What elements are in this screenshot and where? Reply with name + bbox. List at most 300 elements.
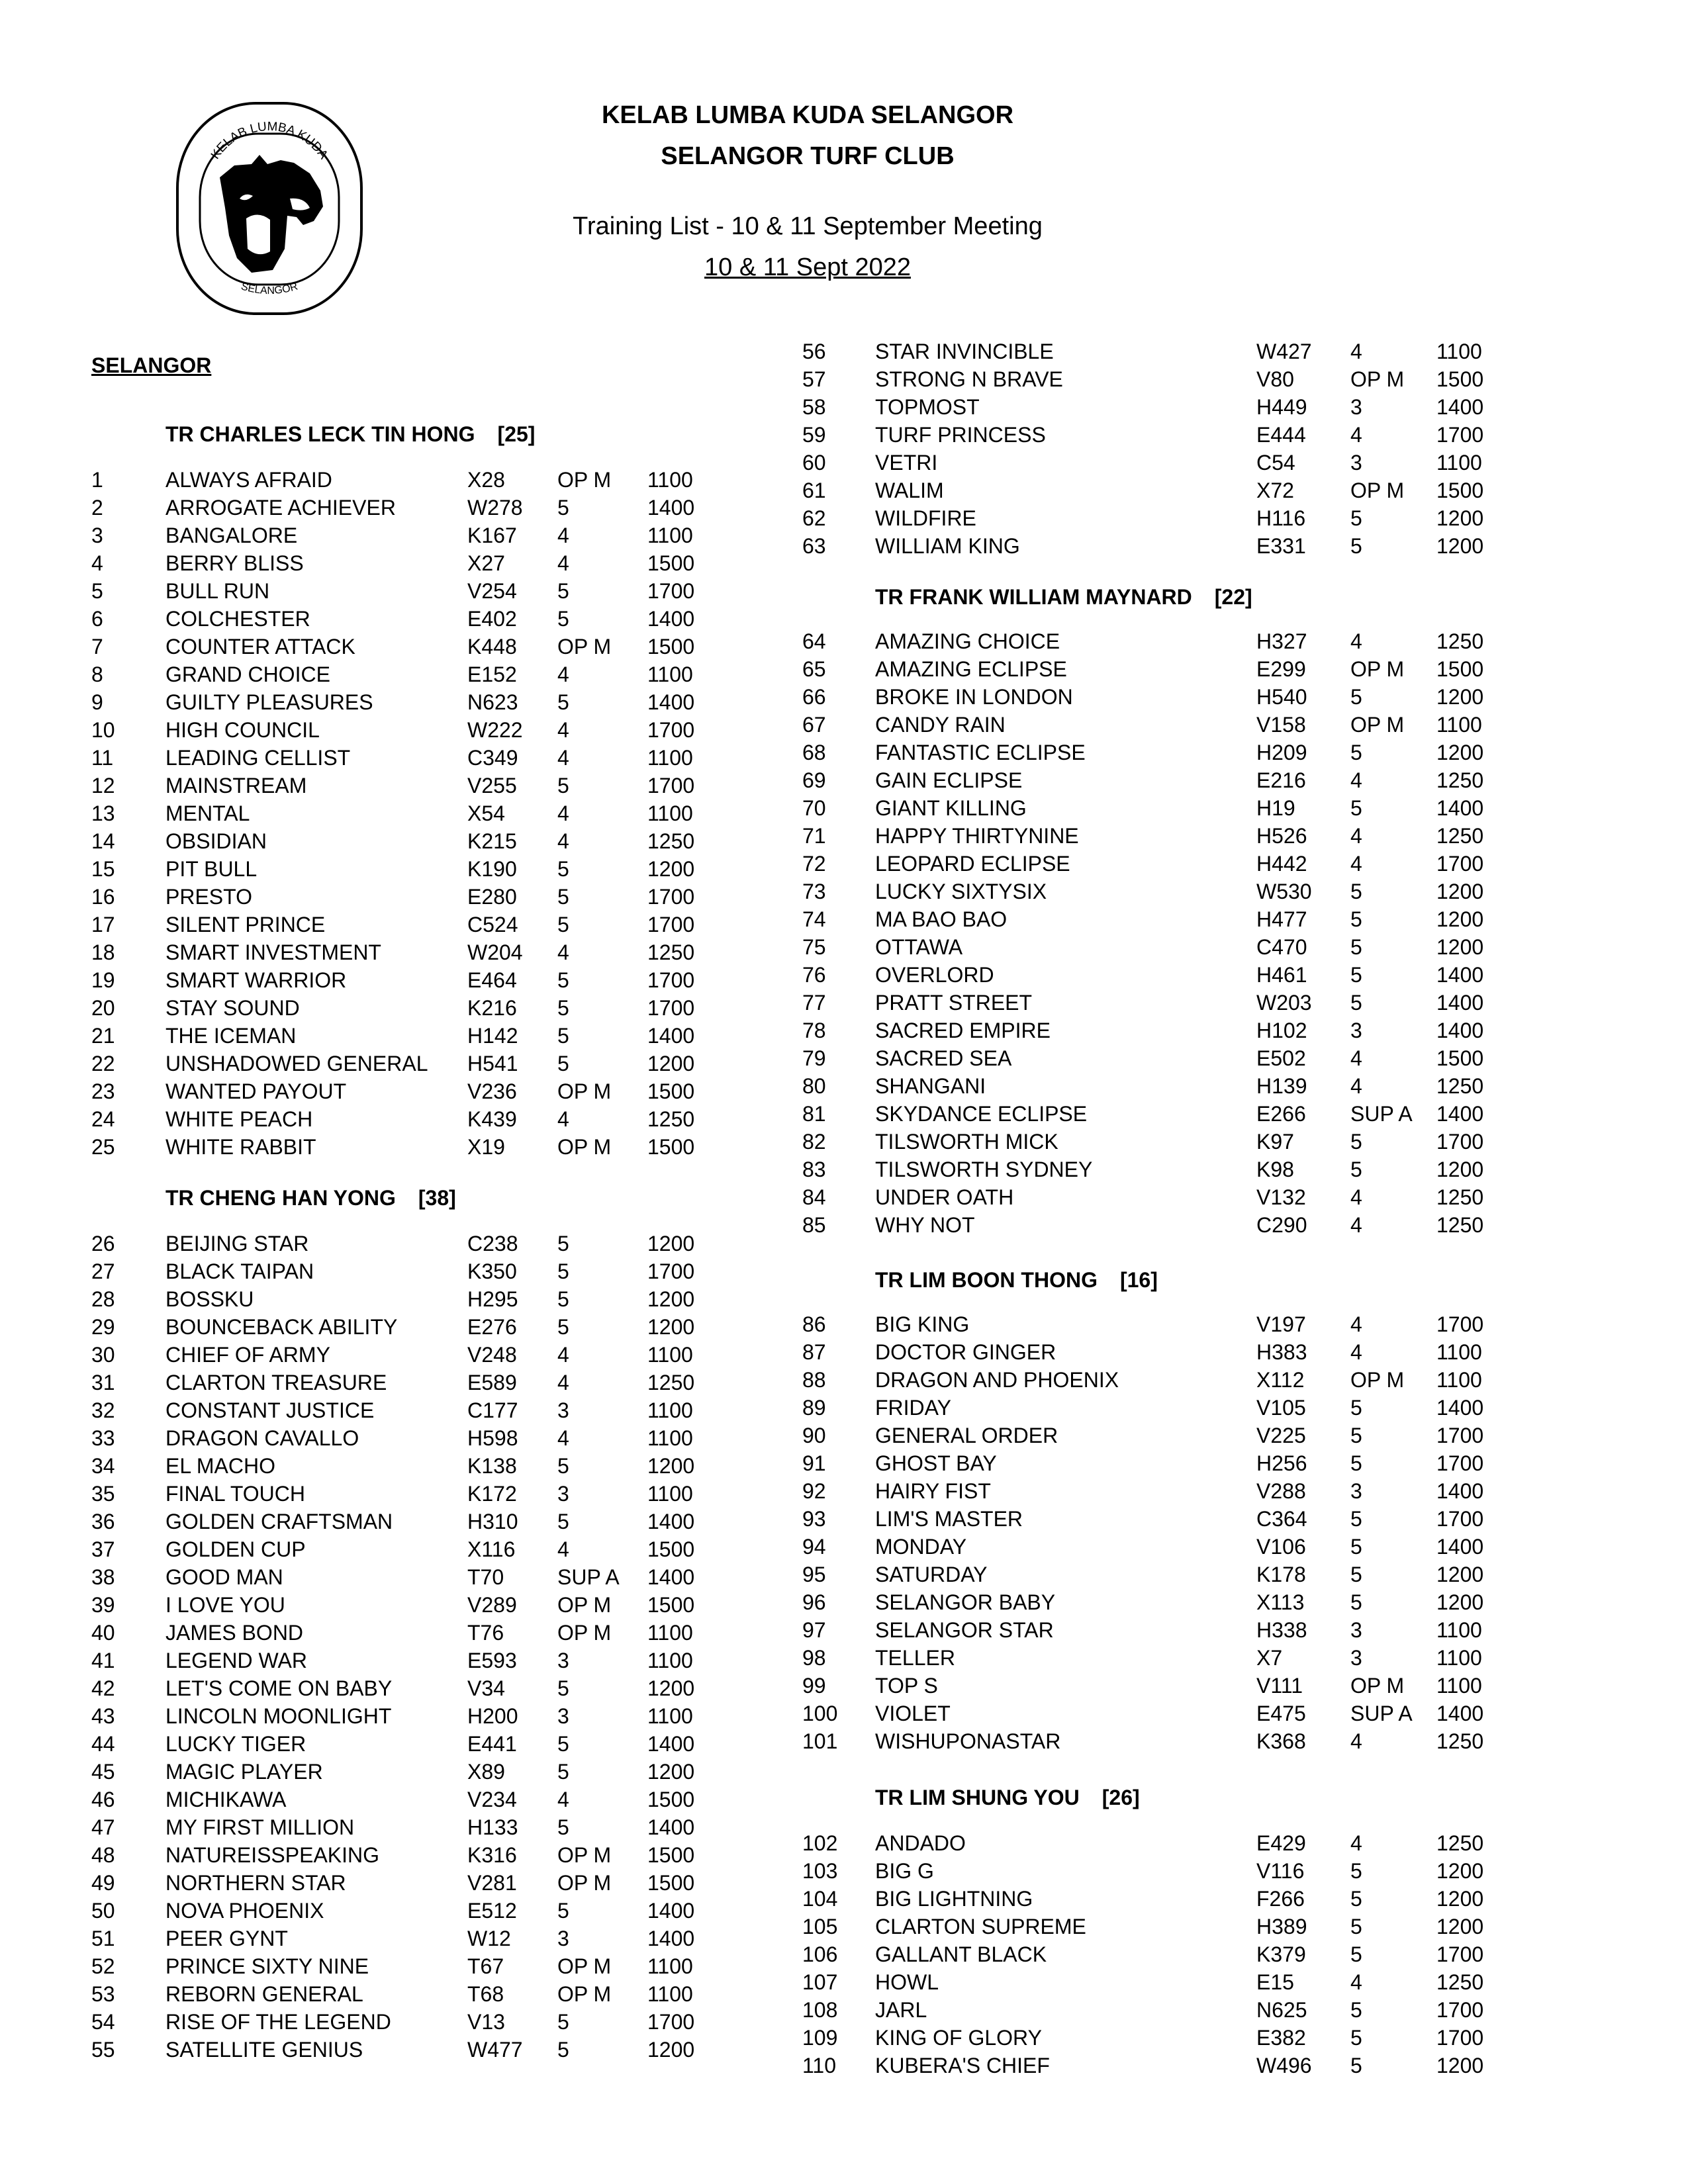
horse-class: 5 — [1350, 1887, 1362, 1911]
horse-name: BERRY BLISS — [165, 551, 304, 575]
distance: 1400 — [647, 1565, 695, 1589]
horse-class: 4 — [1350, 1074, 1362, 1098]
horse-name: GOLDEN CRAFTSMAN — [165, 1510, 393, 1533]
horse-code: V288 — [1256, 1479, 1306, 1503]
horse-name: LEOPARD ECLIPSE — [875, 852, 1070, 876]
horse-name: TOP S — [875, 1674, 938, 1698]
distance: 1100 — [647, 468, 693, 492]
row-number: 40 — [91, 1621, 115, 1645]
horse-class: 4 — [1350, 1046, 1362, 1070]
distance: 1700 — [1436, 1942, 1484, 1966]
horse-name: LIM'S MASTER — [875, 1507, 1023, 1531]
horse-code: H133 — [467, 1815, 518, 1839]
row-number: 49 — [91, 1871, 115, 1895]
horse-name: VIOLET — [875, 1702, 951, 1725]
row-number: 107 — [802, 1970, 838, 1994]
row-number: 63 — [802, 534, 826, 558]
horse-class: 5 — [1350, 1451, 1362, 1475]
horse-name: BEIJING STAR — [165, 1232, 309, 1255]
row-number: 29 — [91, 1315, 115, 1339]
row-number: 5 — [91, 579, 103, 603]
horse-class: 5 — [557, 885, 569, 909]
distance: 1100 — [647, 1954, 693, 1978]
horse-code: K138 — [467, 1454, 517, 1478]
row-number: 52 — [91, 1954, 115, 1978]
row-number: 73 — [802, 880, 826, 903]
horse-class: 4 — [557, 1343, 569, 1367]
distance: 1400 — [1436, 1702, 1484, 1725]
horse-class: 5 — [557, 607, 569, 631]
row-number: 96 — [802, 1590, 826, 1614]
row-number: 33 — [91, 1426, 115, 1450]
horse-name: AMAZING ECLIPSE — [875, 657, 1067, 681]
horse-name: TOPMOST — [875, 395, 980, 419]
horse-name: LUCKY SIXTYSIX — [875, 880, 1047, 903]
distance: 1100 — [1436, 1674, 1482, 1698]
horse-class: 5 — [557, 1232, 569, 1255]
horse-name: GAIN ECLIPSE — [875, 768, 1023, 792]
horse-name: JAMES BOND — [165, 1621, 304, 1645]
horse-code: C290 — [1256, 1213, 1307, 1237]
horse-name: BLACK TAIPAN — [165, 1259, 314, 1283]
horse-code: K172 — [467, 1482, 517, 1506]
horse-code: E512 — [467, 1899, 517, 1923]
horse-class: 4 — [1350, 1312, 1362, 1336]
club-name-ms: KELAB LUMBA KUDA SELANGOR — [601, 101, 1014, 129]
distance: 1200 — [647, 857, 695, 881]
distance: 1400 — [647, 690, 695, 714]
distance: 1250 — [1436, 1831, 1484, 1855]
horse-code: V236 — [467, 1079, 517, 1103]
distance: 1100 — [647, 523, 693, 547]
trainer-count: [16] — [1119, 1268, 1158, 1292]
distance: 1700 — [647, 996, 695, 1020]
row-number: 89 — [802, 1396, 826, 1420]
horse-class: OP M — [1350, 713, 1405, 737]
horse-name: PRESTO — [165, 885, 252, 909]
horse-name: LEADING CELLIST — [165, 746, 351, 770]
horse-code: K190 — [467, 857, 517, 881]
distance: 1700 — [647, 774, 695, 797]
horse-class: 5 — [1350, 1535, 1362, 1559]
row-number: 72 — [802, 852, 826, 876]
horse-class: 5 — [557, 1510, 569, 1533]
distance: 1200 — [1436, 1590, 1484, 1614]
horse-code: H598 — [467, 1426, 518, 1450]
row-number: 39 — [91, 1593, 115, 1617]
horse-class: 4 — [1350, 1729, 1362, 1753]
horse-name: TILSWORTH SYDNEY — [875, 1158, 1093, 1181]
horse-class: 5 — [557, 968, 569, 992]
horse-name: WANTED PAYOUT — [165, 1079, 347, 1103]
horse-class: 5 — [557, 1315, 569, 1339]
horse-class: 5 — [1350, 685, 1362, 709]
distance: 1500 — [647, 1788, 695, 1811]
row-number: 13 — [91, 801, 115, 825]
distance: 1400 — [1436, 991, 1484, 1015]
horse-name: I LOVE YOU — [165, 1593, 285, 1617]
distance: 1250 — [1436, 1729, 1484, 1753]
horse-code: H461 — [1256, 963, 1307, 987]
horse-class: 4 — [1350, 852, 1362, 876]
horse-class: 5 — [1350, 1158, 1362, 1181]
horse-name: ARROGATE ACHIEVER — [165, 496, 396, 520]
row-number: 53 — [91, 1982, 115, 2006]
horse-code: E382 — [1256, 2026, 1306, 2050]
row-number: 83 — [802, 1158, 826, 1181]
horse-class: 4 — [1350, 1213, 1362, 1237]
distance: 1700 — [647, 579, 695, 603]
horse-name: FINAL TOUCH — [165, 1482, 305, 1506]
row-number: 79 — [802, 1046, 826, 1070]
horse-name: PRATT STREET — [875, 991, 1033, 1015]
horse-class: 5 — [557, 996, 569, 1020]
horse-code: V105 — [1256, 1396, 1306, 1420]
row-number: 18 — [91, 940, 115, 964]
horse-class: 4 — [557, 940, 569, 964]
row-number: 31 — [91, 1371, 115, 1394]
horse-name: BOUNCEBACK ABILITY — [165, 1315, 398, 1339]
distance: 1200 — [1436, 907, 1484, 931]
horse-code: V111 — [1256, 1674, 1303, 1698]
horse-name: SELANGOR STAR — [875, 1618, 1054, 1642]
row-number: 28 — [91, 1287, 115, 1311]
row-number: 7 — [91, 635, 103, 659]
distance: 1400 — [647, 1510, 695, 1533]
row-number: 95 — [802, 1563, 826, 1586]
distance: 1400 — [1436, 1019, 1484, 1042]
row-number: 62 — [802, 506, 826, 530]
horse-class: 5 — [557, 857, 569, 881]
distance: 1700 — [647, 2010, 695, 2034]
distance: 1200 — [1436, 534, 1484, 558]
horse-name: COUNTER ATTACK — [165, 635, 355, 659]
horse-name: SHANGANI — [875, 1074, 986, 1098]
horse-code: H142 — [467, 1024, 518, 1048]
distance: 1400 — [1436, 1479, 1484, 1503]
horse-code: N625 — [1256, 1998, 1307, 2022]
horse-code: E280 — [467, 885, 517, 909]
row-number: 81 — [802, 1102, 826, 1126]
distance: 1400 — [647, 1815, 695, 1839]
horse-code: V34 — [467, 1676, 505, 1700]
row-number: 45 — [91, 1760, 115, 1784]
row-number: 19 — [91, 968, 115, 992]
horse-name: TELLER — [875, 1646, 955, 1670]
horse-class: 3 — [1350, 1646, 1362, 1670]
horse-class: 4 — [1350, 768, 1362, 792]
trainer-name: TR CHENG HAN YONG — [165, 1186, 396, 1210]
horse-code: H209 — [1256, 741, 1307, 764]
row-number: 41 — [91, 1649, 115, 1672]
horse-code: C364 — [1256, 1507, 1307, 1531]
horse-code: X72 — [1256, 478, 1294, 502]
row-number: 50 — [91, 1899, 115, 1923]
horse-class: 4 — [557, 1537, 569, 1561]
distance: 1250 — [1436, 629, 1484, 653]
horse-code: V106 — [1256, 1535, 1306, 1559]
horse-name: JARL — [875, 1998, 927, 2022]
horse-name: MONDAY — [875, 1535, 967, 1559]
horse-name: GALLANT BLACK — [875, 1942, 1047, 1966]
horse-class: 4 — [557, 801, 569, 825]
horse-name: EL MACHO — [165, 1454, 275, 1478]
horse-code: W12 — [467, 1927, 511, 1950]
row-number: 74 — [802, 907, 826, 931]
horse-class: OP M — [1350, 1674, 1405, 1698]
horse-class: 4 — [557, 1371, 569, 1394]
distance: 1700 — [647, 718, 695, 742]
horse-name: CLARTON SUPREME — [875, 1915, 1086, 1938]
horse-code: E593 — [467, 1649, 517, 1672]
horse-name: MENTAL — [165, 801, 250, 825]
distance: 1400 — [1436, 1102, 1484, 1126]
row-number: 106 — [802, 1942, 838, 1966]
row-number: 14 — [91, 829, 115, 853]
row-number: 20 — [91, 996, 115, 1020]
section-heading: SELANGOR — [91, 353, 212, 377]
horse-class: 3 — [557, 1482, 569, 1506]
row-number: 57 — [802, 367, 826, 391]
distance: 1400 — [647, 607, 695, 631]
distance: 1200 — [1436, 935, 1484, 959]
horse-code: E402 — [467, 607, 517, 631]
row-number: 11 — [91, 746, 114, 770]
row-number: 61 — [802, 478, 826, 502]
trainer-heading — [165, 1186, 456, 1210]
horse-class: 5 — [557, 496, 569, 520]
horse-class: 4 — [557, 829, 569, 853]
horse-class: 5 — [1350, 935, 1362, 959]
row-number: 64 — [802, 629, 826, 653]
horse-class: 5 — [557, 1899, 569, 1923]
horse-name: HAIRY FIST — [875, 1479, 991, 1503]
distance: 1500 — [647, 551, 695, 575]
horse-name: BIG G — [875, 1859, 934, 1883]
logo-bottom-text: SELANGOR — [240, 281, 299, 297]
trainer-count: [25] — [497, 422, 536, 446]
horse-class: SUP A — [1350, 1702, 1413, 1725]
horse-code: H256 — [1256, 1451, 1307, 1475]
horse-class: OP M — [1350, 1368, 1405, 1392]
horse-code: K439 — [467, 1107, 517, 1131]
horse-code: K215 — [467, 829, 517, 853]
trainer-name: TR LIM SHUNG YOU — [875, 1786, 1080, 1809]
horse-code: H383 — [1256, 1340, 1307, 1364]
distance: 1400 — [1436, 796, 1484, 820]
horse-code: K316 — [467, 1843, 517, 1867]
row-number: 54 — [91, 2010, 115, 2034]
horse-name: OTTAWA — [875, 935, 963, 959]
distance: 1200 — [647, 1052, 695, 1075]
horse-class: 5 — [1350, 1130, 1362, 1154]
horse-code: E216 — [1256, 768, 1306, 792]
distance: 1200 — [1436, 1859, 1484, 1883]
horse-code: V281 — [467, 1871, 517, 1895]
distance: 1200 — [647, 1232, 695, 1255]
horse-code: W204 — [467, 940, 523, 964]
row-number: 35 — [91, 1482, 115, 1506]
horse-code: X116 — [467, 1537, 516, 1561]
horse-class: OP M — [557, 1593, 612, 1617]
horse-name: GHOST BAY — [875, 1451, 997, 1475]
horse-code: E15 — [1256, 1970, 1294, 1994]
distance: 1200 — [647, 1287, 695, 1311]
horse-name: KUBERA'S CHIEF — [875, 2054, 1050, 2077]
row-number: 103 — [802, 1859, 838, 1883]
horse-name: MY FIRST MILLION — [165, 1815, 355, 1839]
horse-code: H442 — [1256, 852, 1307, 876]
horse-name: SMART WARRIOR — [165, 968, 347, 992]
distance: 1700 — [1436, 1998, 1484, 2022]
horse-class: 5 — [1350, 1396, 1362, 1420]
horse-name: OBSIDIAN — [165, 829, 267, 853]
horse-class: 3 — [1350, 451, 1362, 475]
horse-name: BANGALORE — [165, 523, 298, 547]
horse-code: C238 — [467, 1232, 518, 1255]
distance: 1200 — [647, 1760, 695, 1784]
horse-class: OP M — [557, 1135, 612, 1159]
distance: 1700 — [647, 913, 695, 936]
horse-code: H477 — [1256, 907, 1307, 931]
row-number: 75 — [802, 935, 826, 959]
horse-code: E266 — [1256, 1102, 1306, 1126]
horse-class: 5 — [1350, 1915, 1362, 1938]
horse-class: 5 — [557, 1287, 569, 1311]
horse-code: K368 — [1256, 1729, 1306, 1753]
club-name-en: SELANGOR TURF CLUB — [661, 142, 955, 170]
page-subtitle: Training List - 10 & 11 September Meeting — [573, 212, 1043, 240]
distance: 1100 — [647, 1398, 693, 1422]
horse-name: PEER GYNT — [165, 1927, 288, 1950]
horse-name: LUCKY TIGER — [165, 1732, 306, 1756]
horse-class: 4 — [1350, 423, 1362, 447]
horse-code: V158 — [1256, 713, 1306, 737]
row-number: 25 — [91, 1135, 115, 1159]
trainer-name: TR CHARLES LECK TIN HONG — [165, 422, 475, 446]
distance: 1200 — [647, 1315, 695, 1339]
horse-name: WISHUPONASTAR — [875, 1729, 1061, 1753]
distance: 1100 — [1436, 713, 1482, 737]
row-number: 26 — [91, 1232, 115, 1255]
row-number: 30 — [91, 1343, 115, 1367]
row-number: 88 — [802, 1368, 826, 1392]
horse-class: 4 — [1350, 340, 1362, 363]
horse-class: 5 — [1350, 2054, 1362, 2077]
horse-code: C470 — [1256, 935, 1307, 959]
horse-class: 5 — [1350, 2026, 1362, 2050]
horse-class: 5 — [557, 774, 569, 797]
distance: 1500 — [647, 1593, 695, 1617]
row-number: 32 — [91, 1398, 115, 1422]
horse-name: SATELLITE GENIUS — [165, 2038, 363, 2062]
distance: 1700 — [647, 1259, 695, 1283]
horse-name: OVERLORD — [875, 963, 994, 987]
row-number: 68 — [802, 741, 826, 764]
horse-code: K97 — [1256, 1130, 1294, 1154]
distance: 1400 — [647, 1927, 695, 1950]
row-number: 34 — [91, 1454, 115, 1478]
distance: 1200 — [1436, 741, 1484, 764]
horse-class: 4 — [557, 718, 569, 742]
row-number: 16 — [91, 885, 115, 909]
distance: 1100 — [647, 1343, 693, 1367]
horse-code: N623 — [467, 690, 518, 714]
row-number: 38 — [91, 1565, 115, 1589]
row-number: 77 — [802, 991, 826, 1015]
distance: 1100 — [647, 1621, 693, 1645]
distance: 1100 — [1436, 1646, 1482, 1670]
row-number: 27 — [91, 1259, 115, 1283]
horse-code: E464 — [467, 968, 517, 992]
row-number: 80 — [802, 1074, 826, 1098]
horse-name: HIGH COUNCIL — [165, 718, 320, 742]
horse-name: BIG LIGHTNING — [875, 1887, 1033, 1911]
trainer-name: TR FRANK WILLIAM MAYNARD — [875, 585, 1192, 609]
distance: 1200 — [1436, 2054, 1484, 2077]
horse-name: SATURDAY — [875, 1563, 988, 1586]
horse-class: 4 — [1350, 1340, 1362, 1364]
horse-name: NATUREISSPEAKING — [165, 1843, 380, 1867]
horse-class: 5 — [557, 1732, 569, 1756]
distance: 1100 — [647, 1426, 693, 1450]
row-number: 24 — [91, 1107, 115, 1131]
distance: 1250 — [1436, 1185, 1484, 1209]
row-number: 70 — [802, 796, 826, 820]
horse-name: GENERAL ORDER — [875, 1424, 1058, 1447]
horse-name: CANDY RAIN — [875, 713, 1006, 737]
horse-class: OP M — [557, 1079, 612, 1103]
horse-name: AMAZING CHOICE — [875, 629, 1060, 653]
horse-name: UNSHADOWED GENERAL — [165, 1052, 428, 1075]
row-number: 91 — [802, 1451, 826, 1475]
row-number: 10 — [91, 718, 115, 742]
horse-code: E502 — [1256, 1046, 1306, 1070]
horse-name: SELANGOR BABY — [875, 1590, 1056, 1614]
row-number: 12 — [91, 774, 115, 797]
horse-code: K98 — [1256, 1158, 1294, 1181]
distance: 1200 — [647, 2038, 695, 2062]
distance: 1400 — [647, 1899, 695, 1923]
distance: 1400 — [1436, 963, 1484, 987]
horse-code: W477 — [467, 2038, 523, 2062]
horse-name: TILSWORTH MICK — [875, 1130, 1058, 1154]
horse-name: UNDER OATH — [875, 1185, 1014, 1209]
horse-code: H19 — [1256, 796, 1295, 820]
row-number: 82 — [802, 1130, 826, 1154]
horse-class: 3 — [557, 1649, 569, 1672]
horse-name: KING OF GLORY — [875, 2026, 1042, 2050]
horse-class: 4 — [1350, 629, 1362, 653]
distance: 1100 — [647, 801, 693, 825]
horse-code: T76 — [467, 1621, 504, 1645]
distance: 1500 — [1436, 1046, 1484, 1070]
distance: 1700 — [1436, 1451, 1484, 1475]
distance: 1400 — [647, 1024, 695, 1048]
distance: 1200 — [1436, 1887, 1484, 1911]
distance: 1100 — [1436, 340, 1482, 363]
horse-class: 3 — [1350, 1019, 1362, 1042]
row-number: 47 — [91, 1815, 115, 1839]
horse-name: BROKE IN LONDON — [875, 685, 1073, 709]
row-number: 65 — [802, 657, 826, 681]
trainer-count: [26] — [1102, 1786, 1140, 1809]
horse-class: 5 — [557, 579, 569, 603]
horse-class: 5 — [1350, 880, 1362, 903]
distance: 1250 — [1436, 768, 1484, 792]
horse-class: 5 — [1350, 991, 1362, 1015]
horse-code: W278 — [467, 496, 523, 520]
